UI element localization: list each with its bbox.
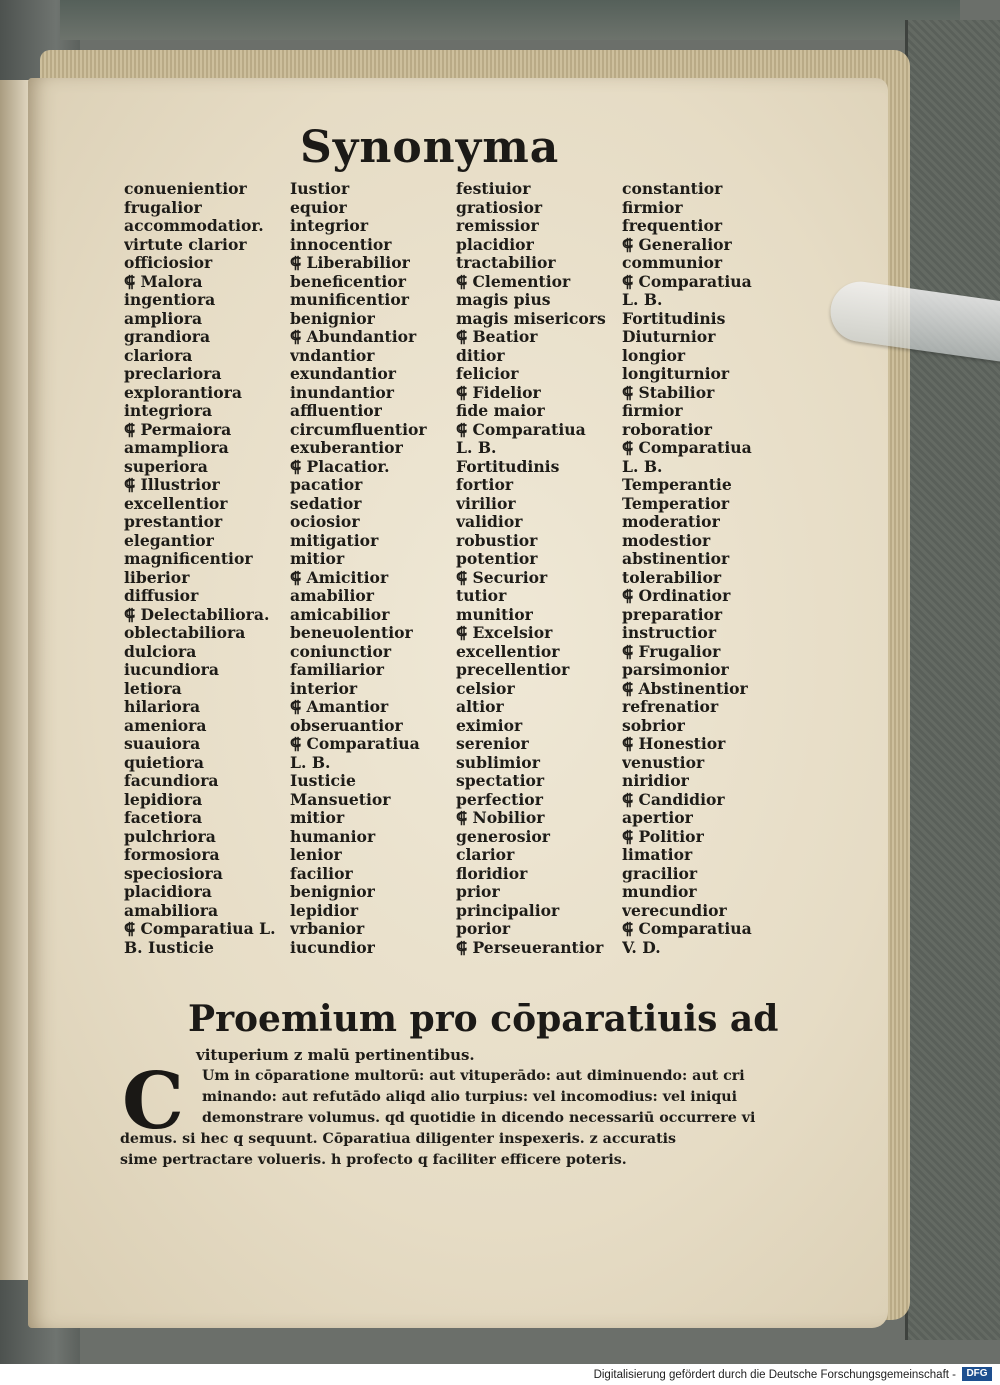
synonym-entry: refrenatior <box>622 698 719 716</box>
synonym-entry: modestior <box>622 531 711 550</box>
synonym-entry: constantior <box>622 180 723 198</box>
synonym-entry: letiora <box>124 679 182 698</box>
synonym-entry: lepidiora <box>124 790 203 809</box>
synonym-entry: ameniora <box>124 716 207 735</box>
synonym-entry: Temperantie <box>622 476 732 494</box>
synonym-entry: ⸿ Comparatiua L. <box>124 920 276 938</box>
synonym-entry: spectatior <box>456 772 545 790</box>
synonym-entry: vndantior <box>290 346 375 365</box>
synonym-entry: affluentior <box>290 402 382 420</box>
synonym-entry: amicabilior <box>290 605 390 624</box>
synonym-entry: beneuolentior <box>290 624 413 642</box>
synonym-entry: munificentior <box>290 291 409 309</box>
synonym-entry: ⸿ Perseuerantior <box>456 938 604 957</box>
synonym-entry: ⸿ Delectabiliora. <box>124 605 270 624</box>
dfg-logo: DFG <box>962 1367 992 1381</box>
synonym-entry: facilior <box>290 864 353 883</box>
synonym-entry: L. B. <box>622 457 663 476</box>
synonym-entry: ⸿ Ordinatior <box>622 587 731 605</box>
synonym-entry: exundantior <box>290 365 396 383</box>
synonym-entry: ⸿ Illustrior <box>124 476 220 494</box>
synonym-entry: festiuior <box>456 180 531 198</box>
synonym-entry: mitior <box>290 550 345 568</box>
synonym-entry: L. B. <box>622 291 663 309</box>
body-line: demus. si hec q sequunt. Cōparatiua diligenter inspexeris. z accuratis <box>120 1131 677 1147</box>
synonym-entry: grandiora <box>124 328 211 346</box>
synonym-entry: L. B. <box>290 753 331 772</box>
synonym-entry: ⸿ Malora <box>124 272 203 291</box>
synonym-entry: ⸿ Abstinentior <box>622 679 748 698</box>
synonym-column-1 <box>124 180 294 957</box>
synonym-column-2 <box>290 180 460 957</box>
synonym-entry: venustior <box>622 753 705 772</box>
synonym-entry: frequentior <box>622 217 723 235</box>
synonym-entry: ⸿ Comparatiua <box>622 920 752 938</box>
book-cover-right <box>905 20 1000 1340</box>
book-top-edge <box>60 0 960 40</box>
synonym-entry: facundiora <box>124 772 219 790</box>
synonym-column-4 <box>622 180 792 957</box>
synonym-entry: instructior <box>622 624 717 642</box>
synonym-entry: conuenientior <box>124 180 247 198</box>
synonym-entry: ⸿ Comparatiua <box>290 735 420 753</box>
synonym-entry: ⸿ Honestior <box>622 735 726 753</box>
synonym-entry: altior <box>456 698 504 716</box>
synonym-entry: innocentior <box>290 235 392 254</box>
synonym-entry: sedatior <box>290 494 362 513</box>
synonym-entry: verecundior <box>622 901 727 920</box>
synonym-entry: dulciora <box>124 642 197 661</box>
synonym-entry: humanior <box>290 827 376 846</box>
synonym-entry: principalior <box>456 901 560 920</box>
synonym-entry: remissior <box>456 217 539 235</box>
synonym-entry: lepidior <box>290 901 359 920</box>
synonym-entry: elegantior <box>124 531 214 550</box>
proem-heading: Proemium pro cōparatiuis ad <box>188 998 779 1040</box>
synonym-entry: liberior <box>124 568 190 587</box>
synonym-entry: lenior <box>290 846 342 864</box>
synonym-entry: robustior <box>456 531 538 550</box>
synonym-entry: felicior <box>456 365 519 383</box>
facing-page-edge <box>0 80 30 1280</box>
synonym-entry: potentior <box>456 550 538 568</box>
synonym-entry: amabiliora <box>124 901 219 920</box>
synonym-entry: magnificentior <box>124 550 253 568</box>
synonym-entry: magis misericors <box>456 309 606 328</box>
synonym-entry: prestantior <box>124 513 223 531</box>
synonym-entry: prior <box>456 883 500 901</box>
body-line: demonstrare volumus. qd quotidie in dicendo necessariū occurrere vi <box>202 1110 756 1126</box>
synonym-entry: ⸿ Generalior <box>622 235 732 254</box>
synonym-entry: superiora <box>124 457 208 476</box>
synonym-entry: magis pius <box>456 291 551 309</box>
synonym-entry: Fortitudinis <box>456 457 560 476</box>
synonym-entry: perfectior <box>456 790 543 809</box>
synonym-entry: placidior <box>456 235 534 254</box>
proem-body <box>120 1066 800 1171</box>
synonym-entry: tolerabilior <box>622 568 722 587</box>
synonym-entry: equior <box>290 198 347 217</box>
synonym-entry: sobrior <box>622 716 685 735</box>
synonym-entry: ⸿ Placatior. <box>290 457 390 476</box>
synonym-entry: gratiosior <box>456 198 543 217</box>
synonym-entry: serenior <box>456 735 529 753</box>
synonym-entry: abstinentior <box>622 550 730 568</box>
synonym-entry: ⸿ Beatior <box>456 328 538 346</box>
footer-credit: Digitalisierung gefördert durch die Deutsche Forschungsgemeinschaft - <box>593 1369 956 1381</box>
synonym-entry: virtute clarior <box>124 235 247 254</box>
synonym-entry: ⸿ Nobilior <box>456 809 545 827</box>
synonym-entry: B. Iusticie <box>124 938 214 957</box>
synonym-entry: ditior <box>456 346 505 365</box>
synonym-entry: diffusior <box>124 587 199 605</box>
proem-subheading: vituperium z malū pertinentibus. <box>196 1046 475 1064</box>
synonym-entry: Iustior <box>290 180 350 198</box>
synonym-entry: ⸿ Excelsior <box>456 624 553 642</box>
synonym-entry: Fortitudinis <box>622 309 726 328</box>
synonym-entry: moderatior <box>622 513 720 531</box>
synonym-entry: firmior <box>622 198 683 217</box>
synonym-entry: firmior <box>622 402 683 420</box>
synonym-entry: ⸿ Stabilior <box>622 383 715 402</box>
synonym-entry: hilariora <box>124 698 201 716</box>
synonym-entry: familiarior <box>290 661 384 679</box>
synonym-entry: Temperatior <box>622 494 730 513</box>
synonym-entry: beneficentior <box>290 272 406 291</box>
synonym-entry: ⸿ Comparatiua <box>622 439 752 457</box>
synonym-entry: vrbanior <box>290 920 365 938</box>
synonym-entry: facetiora <box>124 809 203 827</box>
synonym-entry: speciosiora <box>124 864 223 883</box>
synonym-entry: validior <box>456 513 523 531</box>
synonym-entry: oblectabiliora <box>124 624 246 642</box>
synonym-entry: sublimior <box>456 753 540 772</box>
synonym-entry: tutior <box>456 587 507 605</box>
synonym-entry: porior <box>456 920 511 938</box>
synonym-entry: virilior <box>456 494 516 513</box>
synonym-entry: niridior <box>622 772 689 790</box>
synonym-entry: limatior <box>622 846 693 864</box>
synonym-entry: quietiora <box>124 753 204 772</box>
synonym-entry: precellentior <box>456 661 570 679</box>
synonym-entry: ⸿ Fidelior <box>456 383 541 402</box>
synonym-entry: Mansuetior <box>290 790 391 809</box>
synonym-entry: generosior <box>456 827 551 846</box>
synonym-entry: obseruantior <box>290 716 403 735</box>
synonym-entry: ⸿ Permaiora <box>124 420 232 439</box>
synonym-entry: ampliora <box>124 309 203 328</box>
synonym-entry: amampliora <box>124 439 229 457</box>
synonym-entry: suauiora <box>124 735 201 753</box>
synonym-entry: ⸿ Clementior <box>456 272 571 291</box>
synonym-entry: parsimonior <box>622 661 729 679</box>
decorated-initial: C <box>122 1056 185 1147</box>
synonym-entry: Iusticie <box>290 772 356 790</box>
synonym-entry: preparatior <box>622 605 723 624</box>
synonym-entry: ⸿ Securior <box>456 568 548 587</box>
synonym-entry: clariora <box>124 346 193 365</box>
synonym-entry: celsior <box>456 679 515 698</box>
synonym-entry: interior <box>290 679 358 698</box>
synonym-entry: ociosior <box>290 513 360 531</box>
synonym-entry: circumfluentior <box>290 420 427 439</box>
synonym-entry: ⸿ Amicitior <box>290 568 389 587</box>
synonym-entry: ingentiora <box>124 291 216 309</box>
synonym-entry: excellentior <box>124 494 228 513</box>
synonym-entry: floridior <box>456 864 528 883</box>
synonym-entry: inundantior <box>290 383 395 402</box>
synonym-entry: iucundiora <box>124 661 219 679</box>
synonym-entry: placidiora <box>124 883 212 901</box>
synonym-entry: gracilior <box>622 864 698 883</box>
synonym-entry: coniunctior <box>290 642 392 661</box>
synonym-entry: amabilior <box>290 587 374 605</box>
synonym-entry: benignior <box>290 309 375 328</box>
page-title: Synonyma <box>300 122 560 173</box>
synonym-column-3 <box>456 180 626 957</box>
synonym-entry: excellentior <box>456 642 560 661</box>
body-line: Um in cōparatione multorū: aut vituperādo: aut diminuendo: aut cri <box>202 1068 745 1084</box>
synonym-entry: pacatior <box>290 476 363 494</box>
synonym-entry: V. D. <box>622 938 661 957</box>
synonym-entry: fortior <box>456 476 514 494</box>
synonym-entry: clarior <box>456 846 515 864</box>
synonym-entry: accommodatior. <box>124 217 264 235</box>
synonym-entry: integriora <box>124 402 213 420</box>
synonym-entry: ⸿ Liberabilior <box>290 254 410 272</box>
synonym-entry: ⸿ Comparatiua <box>622 272 752 291</box>
synonym-entry: longiturnior <box>622 365 730 383</box>
synonym-entry: communior <box>622 254 723 272</box>
synonym-entry: ⸿ Abundantior <box>290 328 417 346</box>
synonym-entry: tractabilior <box>456 254 556 272</box>
synonym-entry: mundior <box>622 883 697 901</box>
synonym-entry: pulchriora <box>124 827 216 846</box>
synonym-entry: officiosior <box>124 254 213 272</box>
synonym-entry: eximior <box>456 716 523 735</box>
synonym-entry: integrior <box>290 217 369 235</box>
synonym-entry: ⸿ Amantior <box>290 698 389 716</box>
synonym-entry: Diuturnior <box>622 328 716 346</box>
synonym-entry: benignior <box>290 883 375 901</box>
synonym-entry: formosiora <box>124 846 220 864</box>
synonym-entry: preclariora <box>124 365 222 383</box>
synonym-entry: iucundior <box>290 938 375 957</box>
synonym-entry: ⸿ Frugalior <box>622 642 721 661</box>
synonym-entry: ⸿ Politior <box>622 827 704 846</box>
synonym-entry: L. B. <box>456 439 497 457</box>
synonym-entry: mitigatior <box>290 531 379 550</box>
synonym-entry: explorantiora <box>124 383 242 402</box>
synonym-entry: ⸿ Comparatiua <box>456 420 586 439</box>
synonym-entry: longior <box>622 346 686 365</box>
synonym-entry: frugalior <box>124 198 202 217</box>
synonym-entry: ⸿ Candidior <box>622 790 725 809</box>
synonym-entry: exuberantior <box>290 439 403 457</box>
synonym-entry: fide maior <box>456 402 545 420</box>
synonym-entry: roboratior <box>622 420 712 439</box>
synonym-entry: munitior <box>456 605 533 624</box>
synonym-entry: apertior <box>622 809 693 827</box>
body-line: minando: aut refutādo aliqd alio turpius: vel incomodius: vel iniqui <box>202 1089 738 1105</box>
synonym-entry: mitior <box>290 809 345 827</box>
body-line: sime pertractare volueris. h profecto q faciliter efficere poteris. <box>120 1152 627 1168</box>
